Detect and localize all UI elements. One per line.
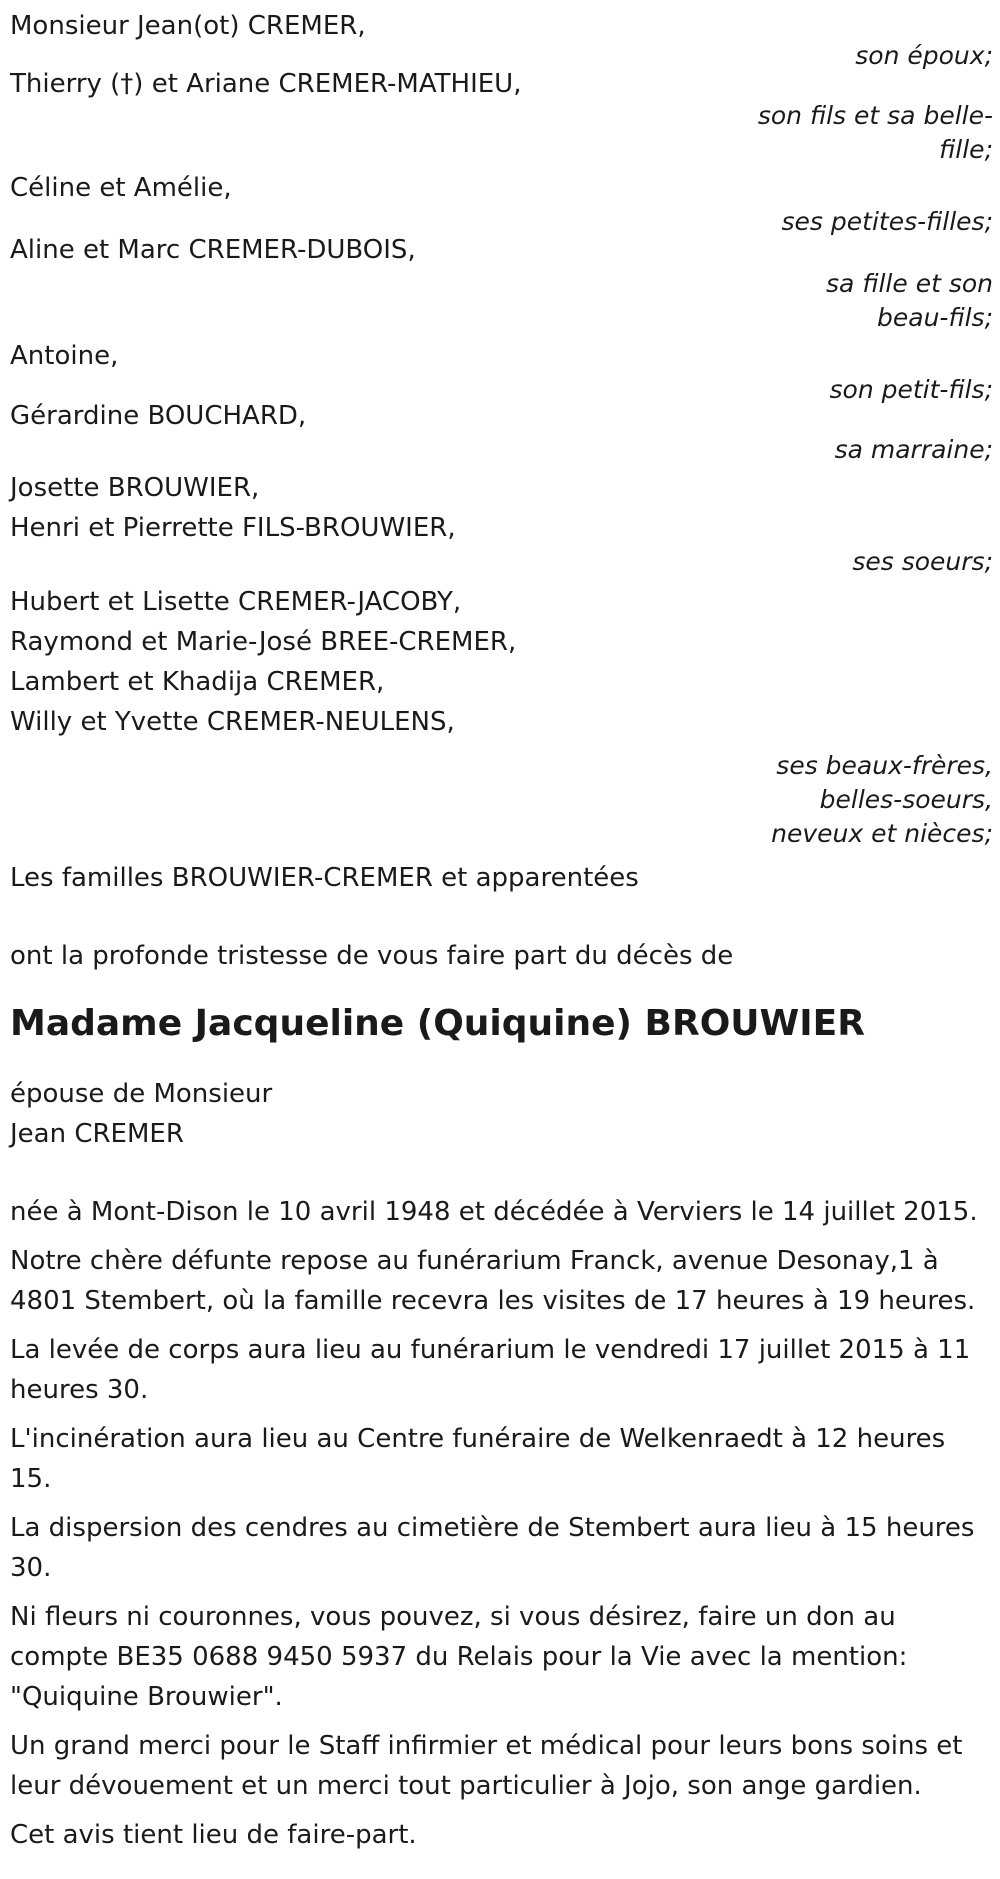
family-name-line: Raymond et Marie-José BREE-CREMER, (10, 627, 517, 657)
notice-paragraph: née à Mont-Dison le 10 avril 1948 et décédée à Verviers le 14 juillet 2015. (10, 1197, 978, 1227)
family-name-line: Hubert et Lisette CREMER-JACOBY, (10, 587, 462, 617)
family-relation-line: neveux et nièces; (771, 819, 993, 848)
family-group-8 (10, 582, 993, 854)
family-group-2 (10, 64, 993, 170)
family-name-line: Henri et Pierrette FILS-BROUWIER, (10, 513, 456, 543)
announcement-line: ont la profonde tristesse de vous faire part du décès de (10, 941, 734, 971)
notice-paragraph: Notre chère défunte repose au funérarium Franck, avenue Desonay,1 à 4801 Stembert, où la famille recevra les visites de 17 heures à 19 heures. (10, 1246, 976, 1316)
notice-paragraph: Cet avis tient lieu de faire-part. (10, 1820, 417, 1850)
obituary-notice (10, 6, 993, 1864)
family-relation-line: son petit-fils; (829, 375, 993, 404)
family-relation-line: belles-soeurs, (819, 785, 993, 814)
family-relation-line: ses soeurs; (852, 547, 993, 576)
family-relation-line: ses beaux-frères, (776, 751, 993, 780)
family-group-4 (10, 230, 993, 338)
notice-paragraph: Un grand merci pour le Staff infirmier et médical pour leurs bons soins et leur dévouement et un merci tout particulier à Jojo, son ange gardien. (10, 1731, 963, 1801)
notice-paragraph: Ni fleurs ni couronnes, vous pouvez, si vous désirez, faire un don au compte BE35 0688 9450 5937 du Relais pour la Vie avec la mention: "Quiquine Brouwier". (10, 1602, 908, 1712)
family-name-line: Gérardine BOUCHARD, (10, 401, 307, 431)
notice-paragraph: La levée de corps aura lieu au funérarium le vendredi 17 juillet 2015 à 11 heures 30. (10, 1335, 971, 1405)
deceased-name: Madame Jacqueline (Quiquine) BROUWIER (10, 1003, 865, 1044)
family-name-line: Aline et Marc CREMER-DUBOIS, (10, 235, 416, 265)
family-relation-line: son fils et sa belle- (757, 101, 993, 130)
family-relation-line: sa marraine; (834, 435, 993, 464)
family-relation-line: sa fille et son (826, 269, 993, 298)
family-name-line: Willy et Yvette CREMER-NEULENS, (10, 707, 455, 737)
family-relation-line: ses petites-filles; (781, 207, 993, 236)
family-name-line: Monsieur Jean(ot) CREMER, (10, 11, 366, 41)
family-relation-line: beau-fils; (877, 303, 993, 332)
family-group-7 (10, 468, 993, 582)
family-name-line: Lambert et Khadija CREMER, (10, 667, 385, 697)
family-name-line: Josette BROUWIER, (10, 473, 260, 503)
family-name-line: Céline et Amélie, (10, 173, 232, 203)
families-line: Les familles BROUWIER-CREMER et apparentées (10, 863, 639, 893)
family-relation-line: son époux; (855, 41, 993, 70)
spouse-line: Jean CREMER (10, 1119, 184, 1149)
notice-paragraph: La dispersion des cendres au cimetière de Stembert aura lieu à 15 heures 30. (10, 1513, 975, 1583)
family-name-line: Antoine, (10, 341, 119, 371)
notice-paragraph: L'incinération aura lieu au Centre funéraire de Welkenraedt à 12 heures 15. (10, 1424, 946, 1494)
spouse-line: épouse de Monsieur (10, 1079, 273, 1109)
family-name-line: Thierry (†) et Ariane CREMER-MATHIEU, (10, 69, 522, 99)
family-relation-line: fille; (939, 135, 993, 164)
